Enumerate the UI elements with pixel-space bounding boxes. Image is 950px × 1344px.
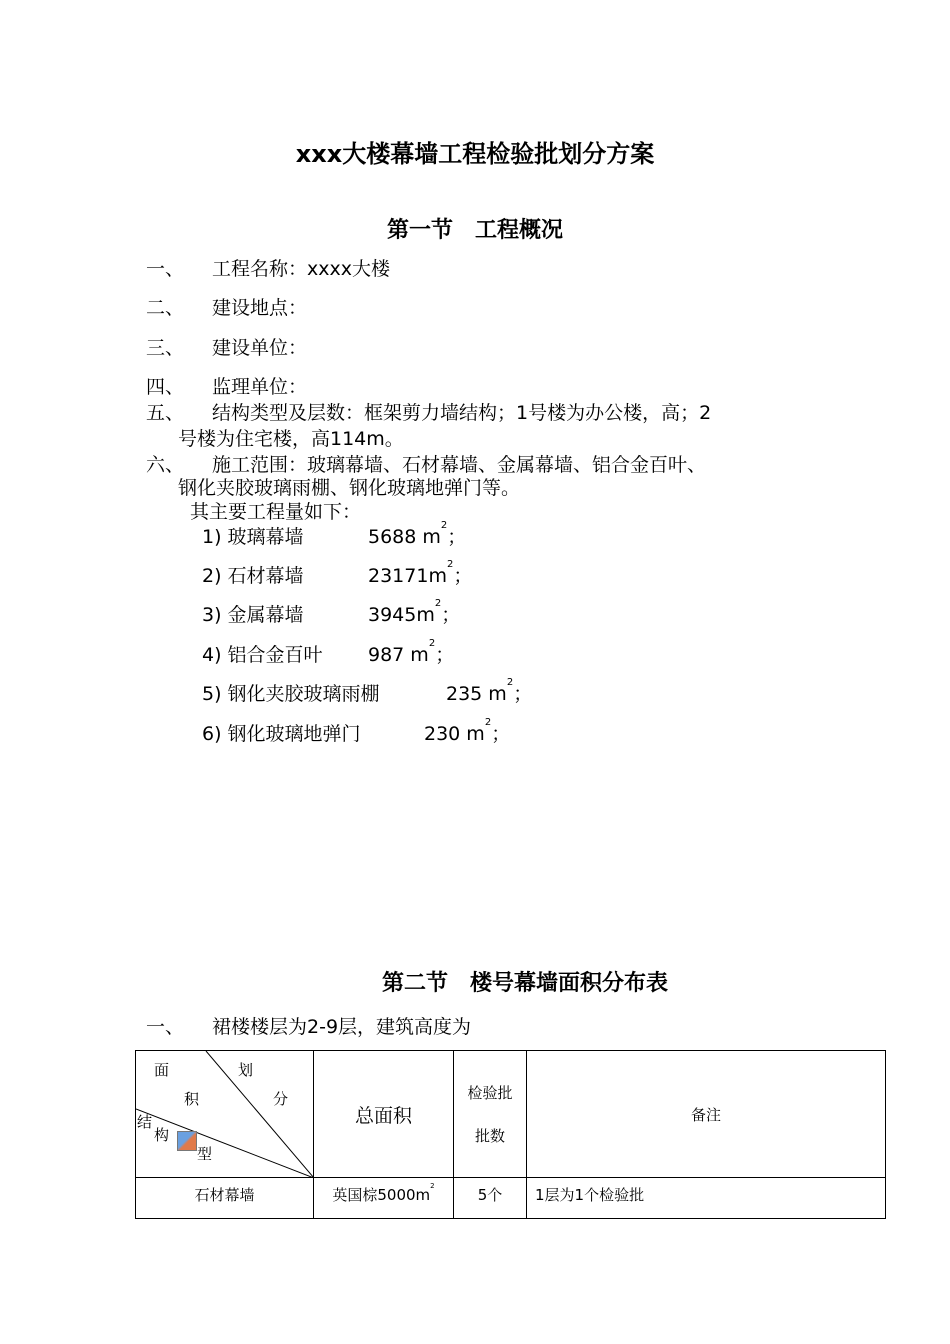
quantity-end: ； xyxy=(441,604,461,626)
quantity-label: 6) 钢化玻璃地弹门 xyxy=(202,723,361,745)
quantity-row xyxy=(202,600,460,627)
row-area-exponent: 2 xyxy=(430,1182,435,1190)
item-text: 建设地点： xyxy=(212,297,308,319)
item-text: 结构类型及层数：框架剪力墙结构；1号楼为办公楼，高；2 xyxy=(212,402,712,424)
batch-count-header xyxy=(454,1051,527,1178)
quantity-label: 1) 玻璃幕墙 xyxy=(202,526,304,548)
header-label: 积 xyxy=(184,1090,200,1108)
header-label: 划 xyxy=(238,1061,254,1079)
quantity-row xyxy=(202,561,472,588)
quantity-row xyxy=(202,522,466,549)
item-text: 建设单位： xyxy=(212,337,308,359)
header-label: 型 xyxy=(197,1145,213,1163)
item-number: 一、 xyxy=(146,1016,185,1038)
item-number: 三、 xyxy=(146,337,185,359)
quantity-end: ； xyxy=(447,526,467,548)
item-text: 监理单位： xyxy=(212,376,308,398)
overview-item-5 xyxy=(146,398,711,425)
curtain-wall-area-table xyxy=(135,1050,886,1219)
quantity-value: 235 m xyxy=(446,683,507,705)
quantity-row xyxy=(202,719,510,746)
overview-item-3 xyxy=(146,333,307,360)
header-label: 面 xyxy=(154,1061,170,1079)
row-area-value: 英国棕5000m xyxy=(332,1186,431,1204)
total-area-header: 总面积 xyxy=(314,1051,454,1178)
item-number: 六、 xyxy=(146,454,185,476)
quantity-unit-exponent: 2 xyxy=(506,677,514,688)
row-count: 5个 xyxy=(454,1178,527,1219)
item-number: 五、 xyxy=(146,402,185,424)
quantity-unit-exponent: 2 xyxy=(440,520,448,531)
item-text: 裙楼楼层为2-9层，建筑高度为 xyxy=(212,1016,472,1038)
image-placeholder-icon xyxy=(177,1131,197,1151)
document-title: xxx大楼幕墙工程检验批划分方案 xyxy=(295,140,655,168)
quantity-end: ； xyxy=(435,644,455,666)
batch-header-line-2: 批数 xyxy=(474,1127,505,1145)
overview-item-6-continued: 钢化夹胶玻璃雨棚、钢化玻璃地弹门等。 xyxy=(178,477,521,499)
quantities-intro: 其主要工程量如下： xyxy=(190,501,362,523)
item-number: 二、 xyxy=(146,297,185,319)
overview-item-2 xyxy=(146,293,307,320)
quantity-value: 5688 m xyxy=(368,526,441,548)
header-label: 分 xyxy=(273,1090,289,1108)
section-2-heading: 第二节 楼号幕墙面积分布表 xyxy=(381,971,668,996)
quantity-label: 3) 金属幕墙 xyxy=(202,604,304,626)
quantity-unit-exponent: 2 xyxy=(428,638,436,649)
overview-item-1 xyxy=(146,254,390,281)
quantity-unit-exponent: 2 xyxy=(446,559,454,570)
section-1-heading: 第一节 工程概况 xyxy=(386,218,563,243)
quantity-label: 4) 铝合金百叶 xyxy=(202,644,323,666)
quantity-end: ； xyxy=(453,565,473,587)
overview-item-4 xyxy=(146,372,307,399)
quantity-label: 5) 钢化夹胶玻璃雨棚 xyxy=(202,683,380,705)
row-area xyxy=(314,1178,454,1219)
header-label: 结 xyxy=(137,1113,153,1131)
overview-item-5-continued: 号楼为住宅楼，高114m。 xyxy=(178,428,404,450)
section-2-item-1 xyxy=(146,1012,471,1039)
quantity-value: 987 m xyxy=(368,644,429,666)
row-type: 石材幕墙 xyxy=(136,1178,314,1219)
quantity-value: 230 m xyxy=(424,723,485,745)
item-number: 四、 xyxy=(146,376,185,398)
quantity-label: 2) 石材幕墙 xyxy=(202,565,304,587)
header-label: 构 xyxy=(154,1126,170,1144)
row-note: 1层为1个检验批 xyxy=(527,1178,886,1219)
table-header-row xyxy=(136,1051,886,1178)
quantity-end: ； xyxy=(491,723,511,745)
quantity-unit-exponent: 2 xyxy=(484,717,492,728)
diagonal-header-cell xyxy=(136,1051,314,1178)
item-text: 施工范围：玻璃幕墙、石材幕墙、金属幕墙、铝合金百叶、 xyxy=(212,454,707,476)
quantity-value: 3945m xyxy=(368,604,435,626)
batch-header-line-1: 检验批 xyxy=(467,1084,513,1102)
quantity-unit-exponent: 2 xyxy=(434,598,442,609)
quantity-row xyxy=(202,679,532,706)
quantity-value: 23171m xyxy=(368,565,447,587)
quantity-end: ； xyxy=(513,683,533,705)
table-row xyxy=(136,1178,886,1219)
quantity-row xyxy=(202,640,454,667)
item-text: 工程名称：xxxx大楼 xyxy=(212,258,390,280)
item-number: 一、 xyxy=(146,258,185,280)
note-header: 备注 xyxy=(527,1051,886,1178)
